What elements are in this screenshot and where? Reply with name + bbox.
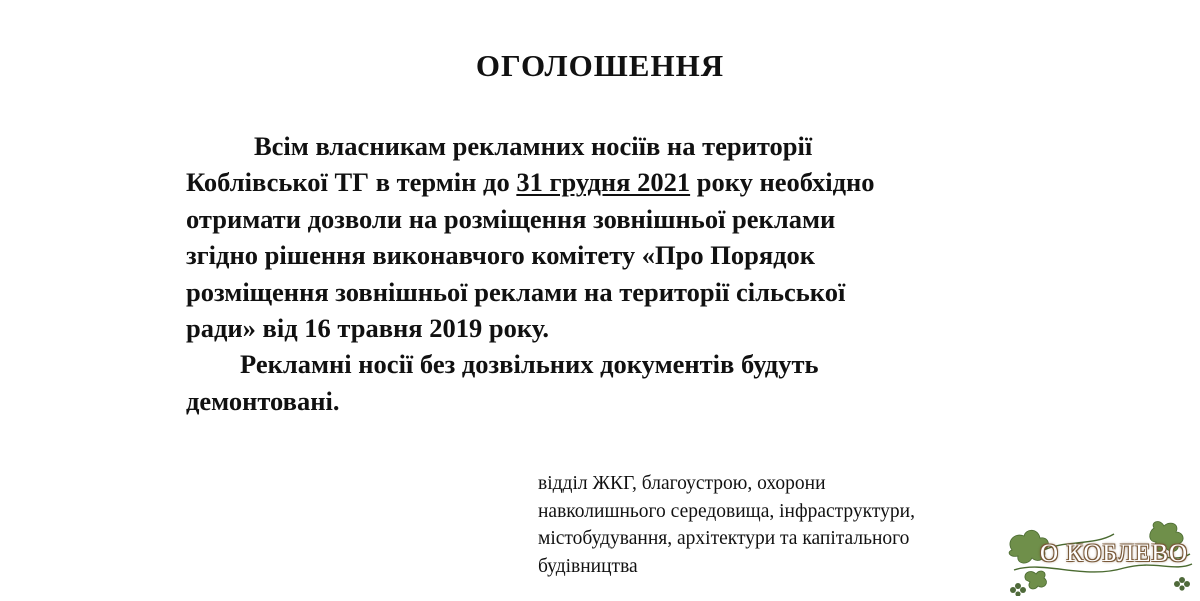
paragraph-2-line-2: демонтовані.	[186, 385, 340, 416]
deadline-date: 31 грудня 2021	[516, 167, 691, 198]
paragraph-2-line-1-text: Рекламні носії без дозвільних документів будуть	[240, 349, 819, 380]
announcement-title: ОГОЛОШЕННЯ	[475, 48, 725, 83]
signature-line-3: містобудування, архітектури та капітального	[538, 528, 910, 549]
paragraph-2-line-1	[186, 346, 976, 382]
signature-block	[538, 470, 1018, 580]
paragraph-1-line-1-text: Всім власникам рекламних носіїв на території	[254, 131, 813, 161]
paragraph-1-line-2-before: Коблівської ТГ в термін до	[186, 167, 517, 198]
paragraph-1-line-2-after: року необхідно	[690, 167, 875, 198]
paragraph-1-line-5: розміщення зовнішньої реклами на території сільської	[186, 276, 846, 307]
paragraph-1-line-3: отримати дозволи на розміщення зовнішньої реклами	[186, 203, 836, 234]
paragraph-1-line-2	[186, 164, 976, 200]
signature-line-4: будівництва	[538, 555, 638, 577]
paragraph-1-line-4: згідно рішення виконавчого комітету «Про Порядок	[186, 240, 816, 271]
signature-line-2: навколишнього середовища, інфраструктури,	[538, 500, 915, 522]
signature-line-1: відділ ЖКГ, благоустрою, охорони	[538, 473, 826, 494]
paragraph-1-line-6: ради» від 16 травня 2019 року.	[186, 313, 549, 344]
koblevo-watermark	[1004, 520, 1194, 596]
announcement-body	[186, 128, 976, 419]
paragraph-1-line-1	[186, 128, 976, 164]
watermark-text: О КОБЛЕВО	[1040, 540, 1189, 567]
